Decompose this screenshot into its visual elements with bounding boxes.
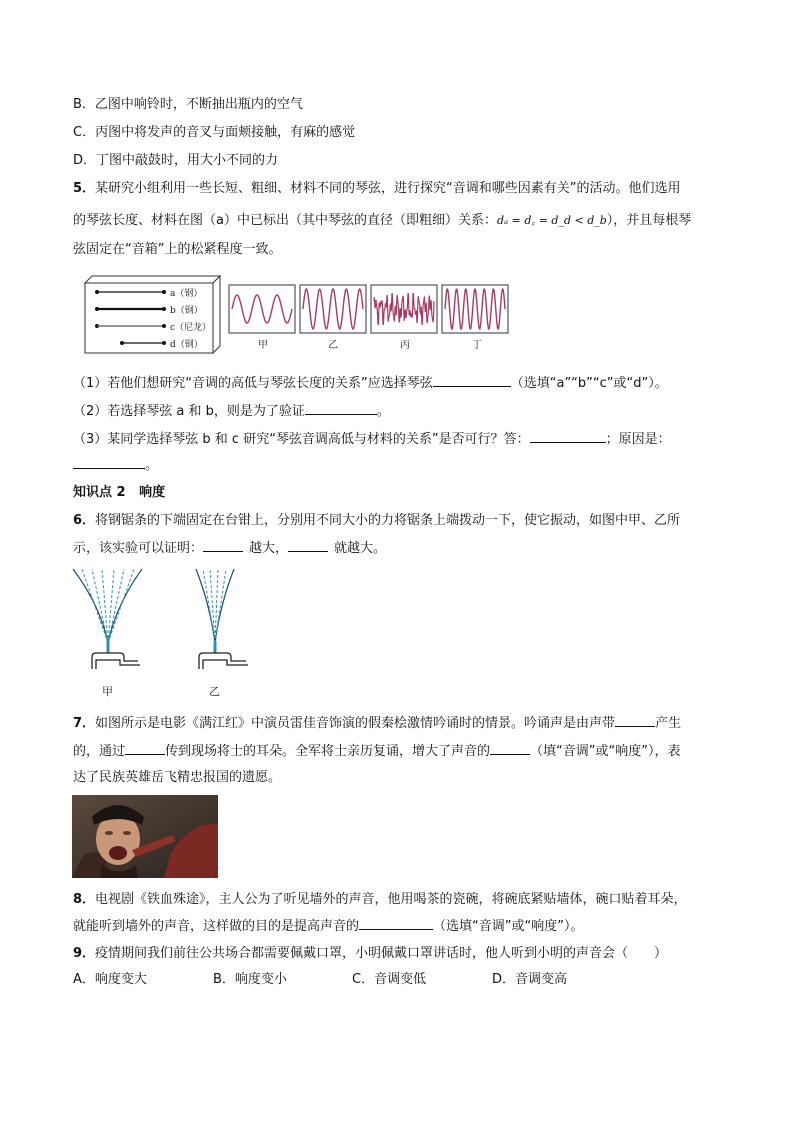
q5-text2b: ），并且每根琴 — [606, 213, 692, 228]
q9-option-b[interactable]: B．响度变小 — [213, 972, 287, 987]
string-label-b: b（钢） — [170, 306, 203, 316]
string-label-d: d（钢） — [170, 340, 203, 350]
q7-movie-still-photo — [72, 795, 218, 878]
q9-option-c[interactable]: C．音调变低 — [352, 972, 427, 987]
q5-sub3-reason-label: ；原因是： — [605, 432, 671, 447]
q5-sub3-end: 。 — [145, 458, 159, 473]
section-title: 响度 — [139, 485, 166, 500]
q5-sub1-blank[interactable] — [433, 374, 511, 387]
q5-waveforms-figure — [228, 284, 518, 352]
q7-line2 — [73, 742, 680, 761]
waveform-ding — [442, 285, 508, 333]
q8-line2 — [73, 917, 583, 936]
q7-blank-2[interactable] — [125, 742, 165, 755]
q9-option-a[interactable]: A．响度变大 — [73, 972, 147, 987]
saw-blade-jia — [73, 569, 142, 669]
q8-text2a: 就能听到墙外的声音，这样做的目的是提高声音的 — [73, 919, 360, 934]
q6-blank-2[interactable] — [288, 539, 328, 552]
q9-number: 9． — [73, 946, 96, 961]
q5-sub2-end: 。 — [376, 404, 390, 419]
q7-text1b: 产生 — [655, 716, 682, 731]
waveform-label-bing: 丙 — [400, 340, 410, 351]
q5-sub3-answer-blank[interactable] — [530, 430, 606, 443]
q7-blank-3[interactable] — [490, 742, 530, 755]
q4-option-d: D．丁图中敲鼓时，用大小不同的力 — [73, 153, 279, 168]
q5-string-box-figure — [84, 275, 224, 355]
q4-option-c: C．丙图中将发声的音叉与面颊接触，有麻的感觉 — [73, 125, 356, 140]
q8-line1 — [73, 891, 687, 909]
q7-number: 7． — [73, 716, 96, 731]
waveform-label-jia: 甲 — [258, 340, 268, 351]
q7-blank-1[interactable] — [615, 714, 655, 727]
string-label-c: c（尼龙） — [170, 323, 212, 333]
q5-line2 — [73, 212, 691, 230]
q6-line2 — [73, 539, 386, 558]
q5-line3: 弦固定在“音箱”上的松紧程度一致。 — [73, 242, 282, 257]
q7-text1a: 如图所示是电影《满江红》中演员雷佳音饰演的假秦桧激情吟诵时的情景。吟诵声是由声带 — [95, 716, 616, 731]
q5-sub1 — [73, 374, 668, 393]
q6-text2a: 示，该实验可以证明： — [73, 541, 204, 556]
section-heading — [73, 484, 165, 502]
string-label-a: a（钢） — [170, 289, 203, 299]
q7-text2b: 传到现场将士的耳朵。全军将士亲历复诵，增大了声音的 — [165, 744, 491, 759]
q5-sub3-reason-blank[interactable] — [73, 456, 145, 469]
waveform-label-ding: 丁 — [472, 340, 482, 351]
waveform-label-yi: 乙 — [328, 340, 338, 351]
q4-option-b: B．乙图中响铃时，不断抽出瓶内的空气 — [73, 97, 303, 112]
saw-blade-yi — [196, 569, 248, 669]
q5-text1: 某研究小组利用一些长短、粗细、材料不同的琴弦，进行探究“音调和哪些因素有关”的活动。他们选用 — [95, 181, 681, 196]
q6-text1: 将钢锯条的下端固定在台钳上，分别用不同大小的力将锯条上端拨动一下，使它振动，如图中甲、乙所 — [95, 513, 681, 528]
q7-text2a: 的，通过 — [73, 744, 126, 759]
q7-text2c: （填“音调”或“响度”），表 — [530, 744, 681, 759]
q8-text2b: （选填“音调”或“响度”）。 — [433, 919, 584, 934]
q5-sub1-hint: （选填“a”“b”“c”或“d”）。 — [510, 376, 668, 391]
section-label: 知识点 2 — [73, 485, 126, 500]
q9-line1 — [73, 945, 667, 963]
q9-text1: 疫情期间我们前往公共场合都需要佩戴口罩，小明佩戴口罩讲话时，他人听到小明的声音会（ ） — [95, 946, 668, 961]
q5-line1 — [73, 180, 681, 198]
q5-sub1-text: （1）若他们想研究“音调的高低与琴弦长度的关系”应选择琴弦 — [73, 376, 433, 391]
waveform-yi — [300, 285, 366, 333]
q8-blank[interactable] — [359, 917, 433, 930]
q8-number: 8． — [73, 892, 96, 907]
q5-number: 5． — [73, 181, 96, 196]
q5-sub2-blank[interactable] — [305, 402, 377, 415]
q5-sub2 — [73, 402, 390, 421]
q5-sub2-text: （2）若选择琴弦 a 和 b，则是为了验证 — [73, 404, 305, 419]
q8-text1: 电视剧《铁血殊途》，主人公为了听见墙外的声音，他用喝茶的瓷碗，将碗底紧贴墙体，碗口贴着耳朵， — [95, 892, 687, 907]
waveform-bing — [371, 285, 437, 333]
saw-label-yi: 乙 — [209, 685, 220, 698]
q6-line1 — [73, 512, 680, 530]
saw-label-jia: 甲 — [102, 685, 113, 698]
q6-text2c: 就越大。 — [334, 541, 387, 556]
q5-text2a: 的琴弦长度、材料在图（a）中已标出（其中琴弦的直径（即粗细）关系： — [73, 213, 497, 228]
q5-sub3 — [73, 430, 671, 449]
q9-option-d[interactable]: D．音调变高 — [492, 972, 568, 987]
q6-text2b: 越大， — [249, 541, 289, 556]
waveform-jia — [229, 285, 295, 333]
q5-sub3-text: （3）某同学选择琴弦 b 和 c 研究“琴弦音调高低与材料的关系”是否可行？答： — [73, 432, 530, 447]
q5-sub3-reason — [73, 456, 158, 475]
q5-diameter-formula: dₐ = d꜀ = d_d < d_b — [496, 214, 607, 227]
q7-line1 — [73, 714, 681, 733]
q6-saw-blade-figure — [70, 565, 260, 700]
q6-number: 6． — [73, 513, 96, 528]
q7-line3: 达了民族英雄岳飞精忠报国的遗愿。 — [73, 770, 282, 785]
q6-blank-1[interactable] — [203, 539, 243, 552]
